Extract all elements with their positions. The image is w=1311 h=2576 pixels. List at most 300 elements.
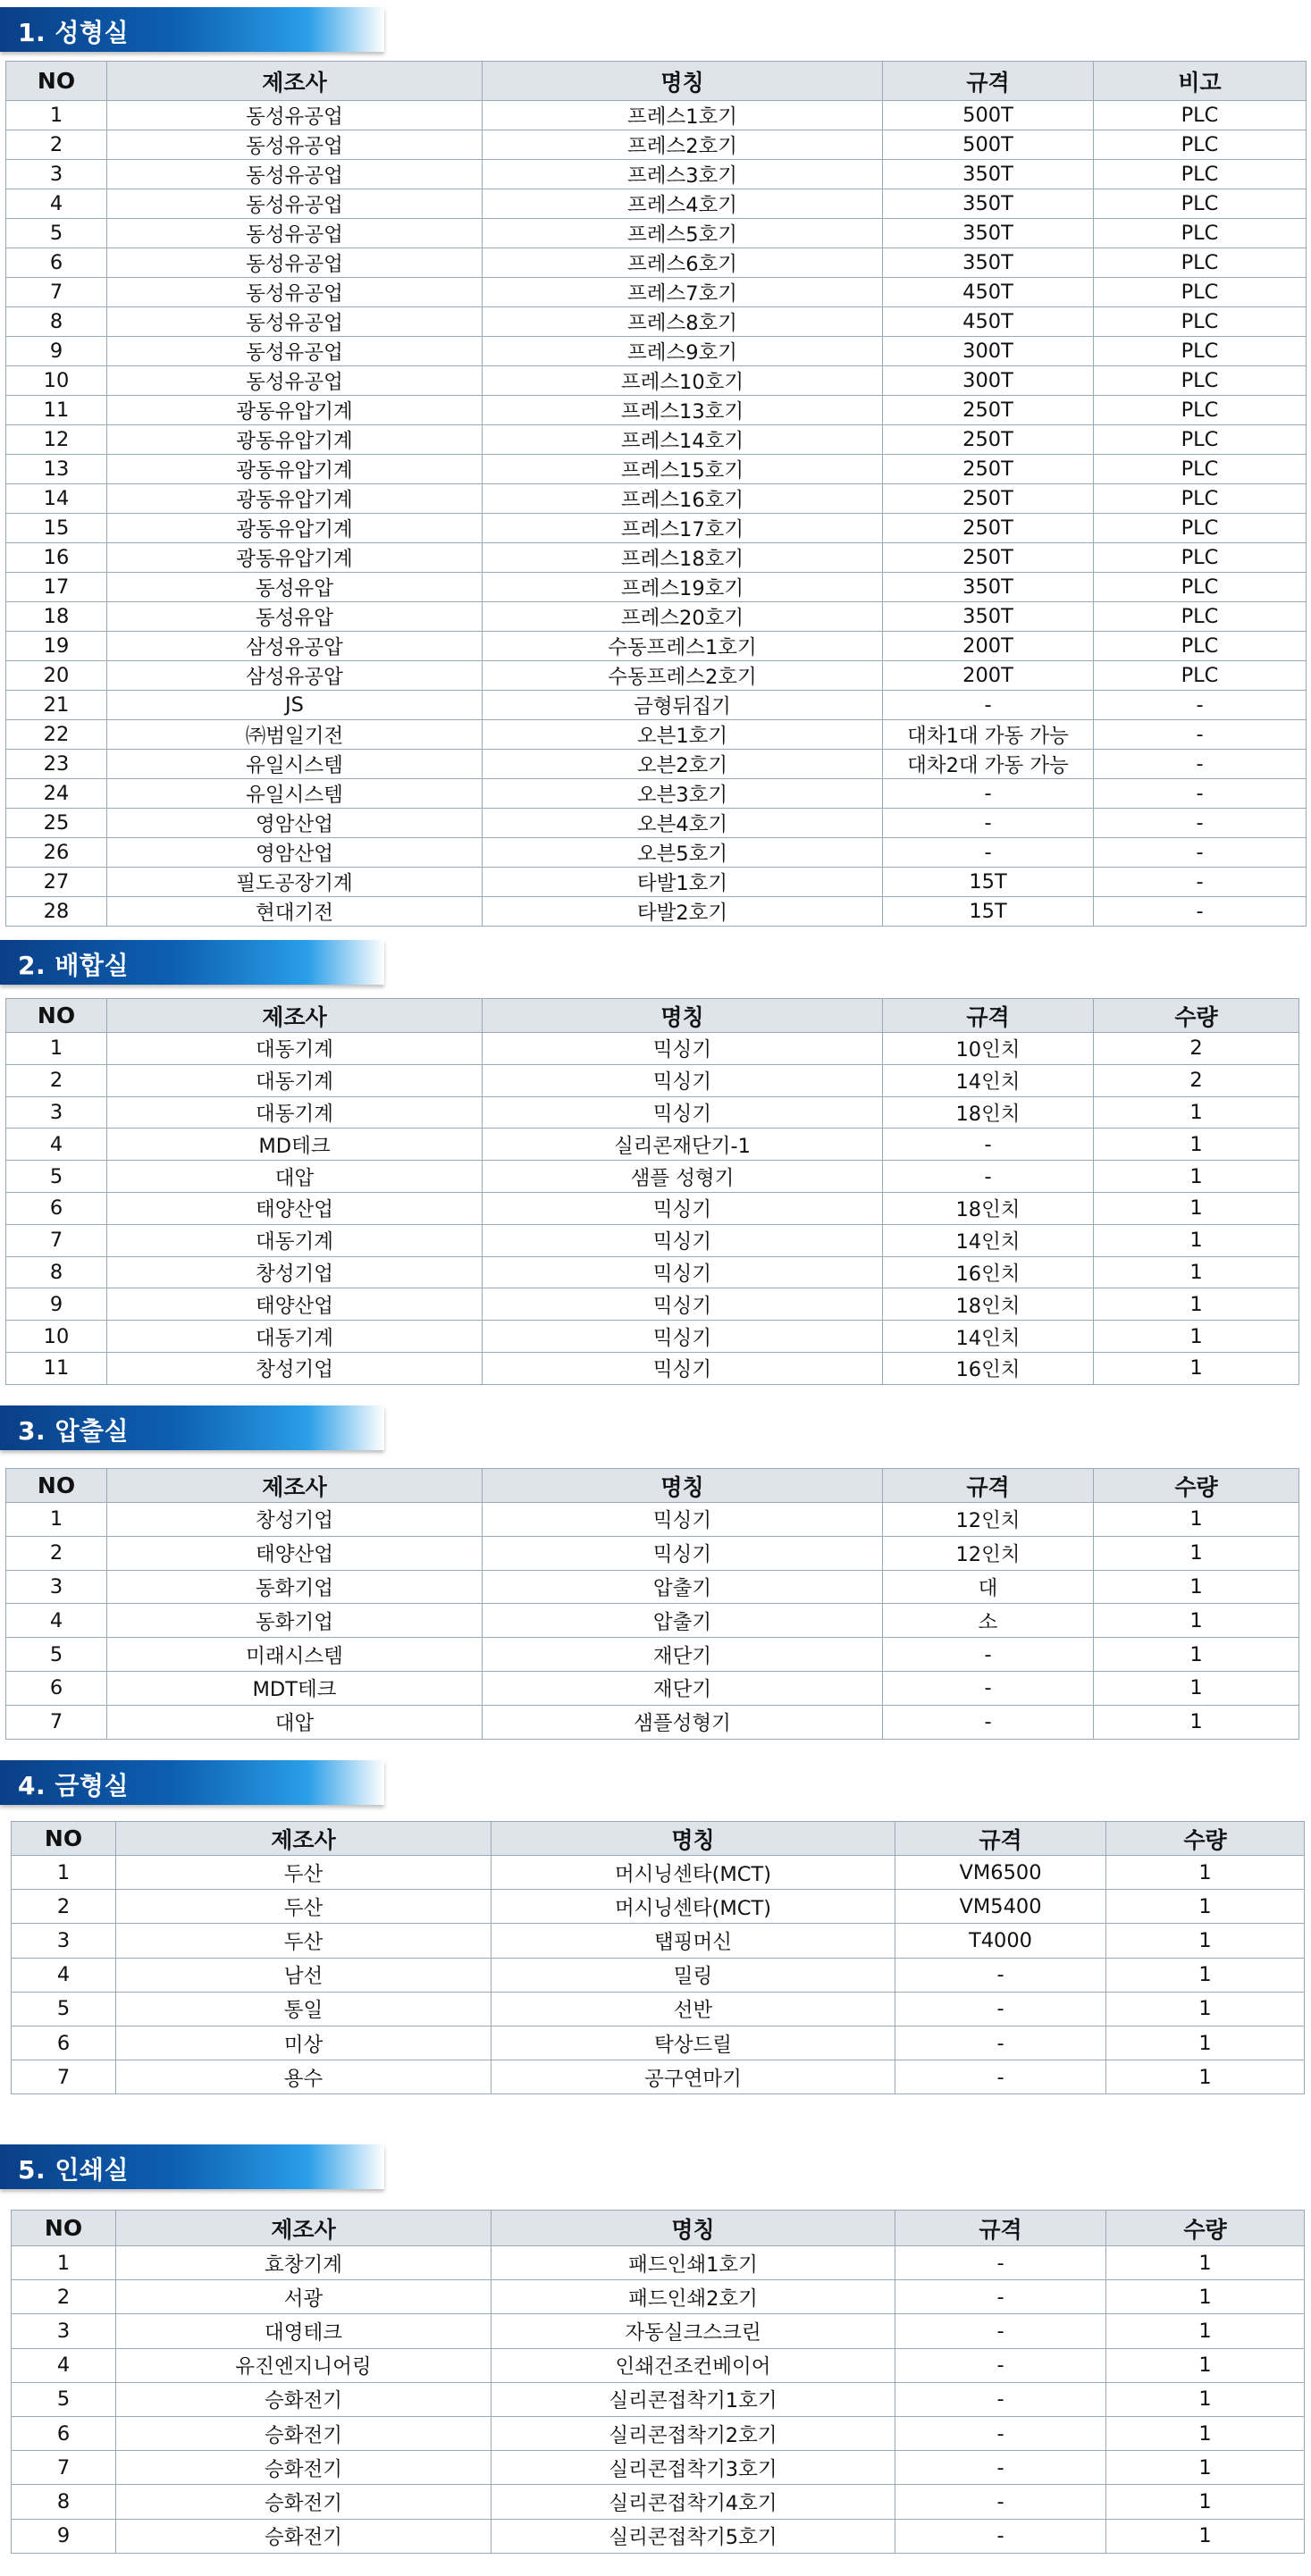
table-row (6, 897, 1307, 927)
cell-spec: 14인치 (883, 1064, 1094, 1096)
cell-qty: 1 (1094, 1288, 1299, 1321)
cell-qty: 1 (1106, 2416, 1305, 2450)
table-row (6, 514, 1307, 543)
cell-qty: 1 (1094, 1705, 1299, 1739)
table-row (6, 1192, 1299, 1224)
cell-manufacturer: 동성유공업 (107, 278, 483, 307)
table-row (12, 2416, 1305, 2450)
table-row (6, 1256, 1299, 1288)
cell-spec: - (895, 2382, 1106, 2416)
cell-manufacturer: 동성유공업 (107, 101, 483, 130)
cell-spec: 대차1대 가동 가능 (883, 720, 1094, 750)
cell-qty: PLC (1094, 366, 1307, 396)
cell-name: 샘플 성형기 (483, 1161, 883, 1193)
cell-no: 8 (6, 307, 107, 337)
section-title-3: 3. 압출실 (18, 1416, 130, 1446)
header-manufacturer: 제조사 (107, 999, 483, 1033)
table-row (6, 573, 1307, 602)
cell-name: 오븐1호기 (483, 720, 883, 750)
cell-qty: PLC (1094, 396, 1307, 425)
section-title-5: 5. 인쇄실 (18, 2155, 130, 2185)
cell-manufacturer: 대동기계 (107, 1096, 483, 1129)
cell-name: 프레스2호기 (483, 130, 883, 160)
header-name: 명칭 (492, 1822, 895, 1856)
cell-qty: 1 (1106, 2451, 1305, 2485)
cell-no: 5 (6, 1638, 107, 1672)
cell-name: 머시닝센타(MCT) (492, 1890, 895, 1924)
cell-name: 타발2호기 (483, 897, 883, 927)
cell-no: 3 (12, 2314, 116, 2348)
cell-name: 패드인쇄1호기 (492, 2246, 895, 2280)
cell-qty: 1 (1106, 2314, 1305, 2348)
cell-no: 7 (12, 2451, 116, 2485)
cell-qty: 1 (1094, 1671, 1299, 1705)
cell-name: 프레스15호기 (483, 455, 883, 484)
table-row (6, 1638, 1299, 1672)
cell-qty: 1 (1094, 1321, 1299, 1353)
cell-spec: 15T (883, 868, 1094, 897)
table-row (12, 1856, 1305, 1890)
cell-qty: PLC (1094, 307, 1307, 337)
table-row (12, 1924, 1305, 1958)
header-qty: 비고 (1094, 62, 1307, 101)
cell-qty: PLC (1094, 484, 1307, 514)
cell-manufacturer: 동성유공업 (107, 189, 483, 219)
cell-manufacturer: 승화전기 (116, 2382, 492, 2416)
cell-qty: 1 (1106, 1890, 1305, 1924)
cell-no: 9 (6, 337, 107, 366)
cell-no: 17 (6, 573, 107, 602)
cell-qty: 1 (1106, 1992, 1305, 2026)
cell-spec: - (895, 2519, 1106, 2553)
cell-no: 5 (6, 219, 107, 248)
cell-qty: PLC (1094, 337, 1307, 366)
cell-name: 오븐4호기 (483, 809, 883, 838)
cell-spec: - (895, 2416, 1106, 2450)
cell-qty: - (1094, 691, 1307, 720)
cell-spec: 300T (883, 337, 1094, 366)
cell-spec: 16인치 (883, 1352, 1094, 1384)
cell-no: 14 (6, 484, 107, 514)
cell-manufacturer: 창성기업 (107, 1503, 483, 1537)
cell-name: 믹싱기 (483, 1536, 883, 1570)
cell-name: 실리콘접착기2호기 (492, 2416, 895, 2450)
cell-no: 4 (6, 189, 107, 219)
cell-name: 재단기 (483, 1638, 883, 1672)
cell-name: 믹싱기 (483, 1288, 883, 1321)
cell-spec: 250T (883, 425, 1094, 455)
section-header-5 (0, 2144, 384, 2189)
cell-manufacturer: 동성유공업 (107, 307, 483, 337)
header-spec: 규격 (883, 1469, 1094, 1503)
cell-spec: 200T (883, 661, 1094, 691)
cell-qty: 1 (1094, 1224, 1299, 1256)
cell-no: 19 (6, 632, 107, 661)
cell-name: 믹싱기 (483, 1503, 883, 1537)
cell-spec: - (895, 2348, 1106, 2382)
cell-qty: - (1094, 838, 1307, 868)
cell-qty: PLC (1094, 602, 1307, 632)
cell-spec: 250T (883, 543, 1094, 573)
table-row (6, 425, 1307, 455)
equipment-table-1 (5, 61, 1307, 927)
cell-name: 자동실크스크린 (492, 2314, 895, 2348)
cell-manufacturer: 태양산업 (107, 1288, 483, 1321)
cell-manufacturer: 대동기계 (107, 1321, 483, 1353)
cell-spec: 250T (883, 396, 1094, 425)
cell-spec: 16인치 (883, 1256, 1094, 1288)
cell-no: 16 (6, 543, 107, 573)
cell-no: 6 (6, 248, 107, 278)
header-no: NO (6, 999, 107, 1033)
cell-manufacturer: 용수 (116, 2060, 492, 2094)
cell-spec: 18인치 (883, 1192, 1094, 1224)
table-header-row (6, 1469, 1299, 1503)
cell-spec: 15T (883, 897, 1094, 927)
table-row (6, 248, 1307, 278)
table-row (6, 396, 1307, 425)
cell-no: 7 (12, 2060, 116, 2094)
cell-spec: 350T (883, 160, 1094, 189)
cell-spec: 350T (883, 189, 1094, 219)
cell-spec: - (895, 2451, 1106, 2485)
cell-name: 프레스14호기 (483, 425, 883, 455)
cell-spec: 14인치 (883, 1224, 1094, 1256)
equipment-table-3 (5, 1468, 1299, 1740)
cell-name: 믹싱기 (483, 1096, 883, 1129)
cell-spec: 10인치 (883, 1033, 1094, 1065)
cell-spec: - (883, 1671, 1094, 1705)
table-row (12, 2314, 1305, 2348)
cell-no: 22 (6, 720, 107, 750)
table-row (12, 2451, 1305, 2485)
cell-manufacturer: 유일시스템 (107, 779, 483, 809)
cell-qty: - (1094, 897, 1307, 927)
cell-manufacturer: 대동기계 (107, 1033, 483, 1065)
cell-manufacturer: 광동유압기계 (107, 543, 483, 573)
cell-spec: - (883, 809, 1094, 838)
cell-manufacturer: MD테크 (107, 1129, 483, 1161)
cell-no: 2 (12, 2280, 116, 2314)
table-row (6, 838, 1307, 868)
cell-spec: - (895, 2060, 1106, 2094)
cell-qty: PLC (1094, 278, 1307, 307)
cell-spec: 14인치 (883, 1321, 1094, 1353)
cell-no: 4 (6, 1129, 107, 1161)
cell-name: 프레스8호기 (483, 307, 883, 337)
cell-spec: - (895, 2314, 1106, 2348)
table-row (12, 2246, 1305, 2280)
cell-name: 프레스7호기 (483, 278, 883, 307)
cell-spec: - (883, 1161, 1094, 1193)
cell-name: 머시닝센타(MCT) (492, 1856, 895, 1890)
cell-name: 프레스9호기 (483, 337, 883, 366)
table-row (6, 484, 1307, 514)
cell-name: 믹싱기 (483, 1033, 883, 1065)
cell-manufacturer: 태양산업 (107, 1536, 483, 1570)
table-header-row (12, 1822, 1305, 1856)
cell-spec: - (883, 838, 1094, 868)
cell-name: 공구연마기 (492, 2060, 895, 2094)
cell-name: 실리콘접착기3호기 (492, 2451, 895, 2485)
cell-qty: 1 (1094, 1352, 1299, 1384)
table-row (6, 337, 1307, 366)
cell-manufacturer: 대동기계 (107, 1064, 483, 1096)
cell-no: 25 (6, 809, 107, 838)
cell-manufacturer: 유진엔지니어링 (116, 2348, 492, 2382)
cell-spec: VM6500 (895, 1856, 1106, 1890)
cell-qty: 1 (1094, 1256, 1299, 1288)
table-row (6, 1096, 1299, 1129)
cell-no: 3 (6, 160, 107, 189)
cell-no: 10 (6, 1321, 107, 1353)
cell-manufacturer: ㈜범일기전 (107, 720, 483, 750)
cell-spec: - (883, 779, 1094, 809)
cell-name: 금형뒤집기 (483, 691, 883, 720)
cell-qty: - (1094, 720, 1307, 750)
table-row (6, 602, 1307, 632)
cell-name: 프레스18호기 (483, 543, 883, 573)
cell-no: 23 (6, 750, 107, 779)
table-row (12, 2348, 1305, 2382)
table-row (6, 1536, 1299, 1570)
cell-name: 실리콘재단기-1 (483, 1129, 883, 1161)
cell-name: 탁상드릴 (492, 2026, 895, 2060)
cell-no: 8 (6, 1256, 107, 1288)
header-qty: 수량 (1106, 1822, 1305, 1856)
cell-no: 5 (12, 1992, 116, 2026)
section-title-1: 1. 성형실 (18, 18, 130, 47)
cell-no: 1 (6, 1033, 107, 1065)
table-row (6, 1352, 1299, 1384)
cell-manufacturer: 동성유압 (107, 602, 483, 632)
section-header-1 (0, 7, 384, 52)
cell-manufacturer: 두산 (116, 1856, 492, 1890)
equipment-table-5 (11, 2210, 1305, 2554)
cell-qty: PLC (1094, 425, 1307, 455)
cell-name: 타발1호기 (483, 868, 883, 897)
cell-qty: 1 (1094, 1096, 1299, 1129)
section-header-2 (0, 940, 384, 985)
table-row (6, 750, 1307, 779)
cell-spec: 대 (883, 1570, 1094, 1604)
cell-manufacturer: 효창기계 (116, 2246, 492, 2280)
cell-spec: 200T (883, 632, 1094, 661)
cell-spec: - (895, 2280, 1106, 2314)
cell-no: 7 (6, 278, 107, 307)
cell-no: 28 (6, 897, 107, 927)
table-row (12, 2519, 1305, 2553)
cell-no: 24 (6, 779, 107, 809)
table-row (6, 1604, 1299, 1638)
cell-spec: - (883, 691, 1094, 720)
equipment-table-4 (11, 1821, 1305, 2094)
table-row (6, 189, 1307, 219)
cell-name: 프레스1호기 (483, 101, 883, 130)
cell-no: 5 (6, 1161, 107, 1193)
cell-qty: 1 (1106, 2348, 1305, 2382)
table-row (12, 2485, 1305, 2519)
table-row (6, 1705, 1299, 1739)
cell-qty: - (1094, 779, 1307, 809)
header-qty: 수량 (1094, 999, 1299, 1033)
cell-qty: 1 (1106, 2280, 1305, 2314)
cell-manufacturer: 대압 (107, 1705, 483, 1739)
cell-no: 11 (6, 1352, 107, 1384)
table-row (6, 1064, 1299, 1096)
cell-name: 프레스3호기 (483, 160, 883, 189)
table-row (6, 1503, 1299, 1537)
cell-spec: 350T (883, 573, 1094, 602)
cell-name: 프레스19호기 (483, 573, 883, 602)
cell-manufacturer: 대동기계 (107, 1224, 483, 1256)
header-manufacturer: 제조사 (116, 2211, 492, 2246)
cell-name: 압출기 (483, 1604, 883, 1638)
table-row (6, 1570, 1299, 1604)
section-title-4: 4. 금형실 (18, 1771, 130, 1800)
header-name: 명칭 (483, 62, 883, 101)
cell-qty: - (1094, 750, 1307, 779)
table-row (6, 632, 1307, 661)
cell-manufacturer: 광동유압기계 (107, 455, 483, 484)
cell-manufacturer: 영암산업 (107, 809, 483, 838)
header-manufacturer: 제조사 (107, 1469, 483, 1503)
table-row (6, 307, 1307, 337)
cell-name: 탭핑머신 (492, 1924, 895, 1958)
cell-manufacturer: 삼성유공압 (107, 632, 483, 661)
header-name: 명칭 (483, 1469, 883, 1503)
cell-manufacturer: 동성유공업 (107, 248, 483, 278)
table-row (6, 543, 1307, 573)
cell-name: 압출기 (483, 1570, 883, 1604)
cell-spec: VM5400 (895, 1890, 1106, 1924)
header-manufacturer: 제조사 (107, 62, 483, 101)
cell-name: 밀링 (492, 1958, 895, 1992)
cell-qty: 1 (1106, 2060, 1305, 2094)
section-header-4 (0, 1760, 384, 1805)
table-row (12, 1890, 1305, 1924)
cell-name: 프레스16호기 (483, 484, 883, 514)
cell-name: 믹싱기 (483, 1256, 883, 1288)
cell-qty: PLC (1094, 632, 1307, 661)
table-header-row (6, 999, 1299, 1033)
table-row (6, 101, 1307, 130)
equipment-table-2 (5, 998, 1299, 1385)
table-row (12, 2060, 1305, 2094)
cell-spec: 12인치 (883, 1503, 1094, 1537)
cell-spec: - (895, 2485, 1106, 2519)
table-row (6, 1321, 1299, 1353)
cell-name: 프레스6호기 (483, 248, 883, 278)
cell-no: 2 (6, 1064, 107, 1096)
cell-qty: - (1094, 868, 1307, 897)
cell-manufacturer: 영암산업 (107, 838, 483, 868)
cell-no: 1 (12, 2246, 116, 2280)
cell-qty: PLC (1094, 160, 1307, 189)
header-no: NO (6, 62, 107, 101)
cell-qty: 1 (1094, 1192, 1299, 1224)
cell-qty: 1 (1106, 2485, 1305, 2519)
cell-no: 6 (12, 2416, 116, 2450)
cell-spec: 350T (883, 219, 1094, 248)
cell-qty: 1 (1106, 1958, 1305, 1992)
table-row (6, 130, 1307, 160)
cell-no: 6 (6, 1671, 107, 1705)
cell-no: 8 (12, 2485, 116, 2519)
table-row (6, 661, 1307, 691)
cell-spec: - (895, 1992, 1106, 2026)
table-row (6, 1033, 1299, 1065)
cell-no: 13 (6, 455, 107, 484)
cell-name: 패드인쇄2호기 (492, 2280, 895, 2314)
header-spec: 규격 (883, 62, 1094, 101)
cell-manufacturer: 통일 (116, 1992, 492, 2026)
table-row (12, 2026, 1305, 2060)
cell-no: 1 (12, 1856, 116, 1890)
cell-qty: 1 (1106, 1924, 1305, 1958)
cell-qty: 1 (1094, 1503, 1299, 1537)
header-spec: 규격 (883, 999, 1094, 1033)
header-spec: 규격 (895, 2211, 1106, 2246)
cell-no: 3 (6, 1096, 107, 1129)
cell-name: 믹싱기 (483, 1321, 883, 1353)
cell-spec: 350T (883, 248, 1094, 278)
cell-no: 21 (6, 691, 107, 720)
cell-spec: 250T (883, 455, 1094, 484)
cell-name: 믹싱기 (483, 1352, 883, 1384)
cell-spec: - (883, 1638, 1094, 1672)
cell-no: 7 (6, 1224, 107, 1256)
cell-qty: PLC (1094, 455, 1307, 484)
table-row (6, 455, 1307, 484)
cell-manufacturer: 승화전기 (116, 2416, 492, 2450)
cell-manufacturer: 미래시스템 (107, 1638, 483, 1672)
cell-qty: PLC (1094, 248, 1307, 278)
cell-manufacturer: MDT테크 (107, 1671, 483, 1705)
cell-no: 18 (6, 602, 107, 632)
cell-manufacturer: JS (107, 691, 483, 720)
table-row (6, 868, 1307, 897)
cell-manufacturer: 동성유공업 (107, 130, 483, 160)
cell-manufacturer: 대영테크 (116, 2314, 492, 2348)
cell-qty: 1 (1094, 1638, 1299, 1672)
section-title-2: 2. 배합실 (18, 951, 130, 980)
cell-no: 3 (12, 1924, 116, 1958)
cell-spec: - (883, 1705, 1094, 1739)
table-row (6, 1288, 1299, 1321)
cell-no: 1 (6, 101, 107, 130)
cell-name: 재단기 (483, 1671, 883, 1705)
cell-no: 6 (6, 1192, 107, 1224)
table-row (6, 366, 1307, 396)
cell-no: 2 (12, 1890, 116, 1924)
header-no: NO (12, 2211, 116, 2246)
table-row (6, 720, 1307, 750)
cell-qty: PLC (1094, 219, 1307, 248)
table-row (6, 1161, 1299, 1193)
cell-spec: 대차2대 가동 가능 (883, 750, 1094, 779)
table-row (6, 278, 1307, 307)
cell-spec: 소 (883, 1604, 1094, 1638)
cell-manufacturer: 동화기업 (107, 1570, 483, 1604)
cell-qty: 1 (1094, 1604, 1299, 1638)
cell-spec: - (895, 2246, 1106, 2280)
cell-qty: 1 (1106, 2246, 1305, 2280)
cell-manufacturer: 승화전기 (116, 2519, 492, 2553)
header-spec: 규격 (895, 1822, 1106, 1856)
cell-no: 26 (6, 838, 107, 868)
cell-name: 오븐5호기 (483, 838, 883, 868)
